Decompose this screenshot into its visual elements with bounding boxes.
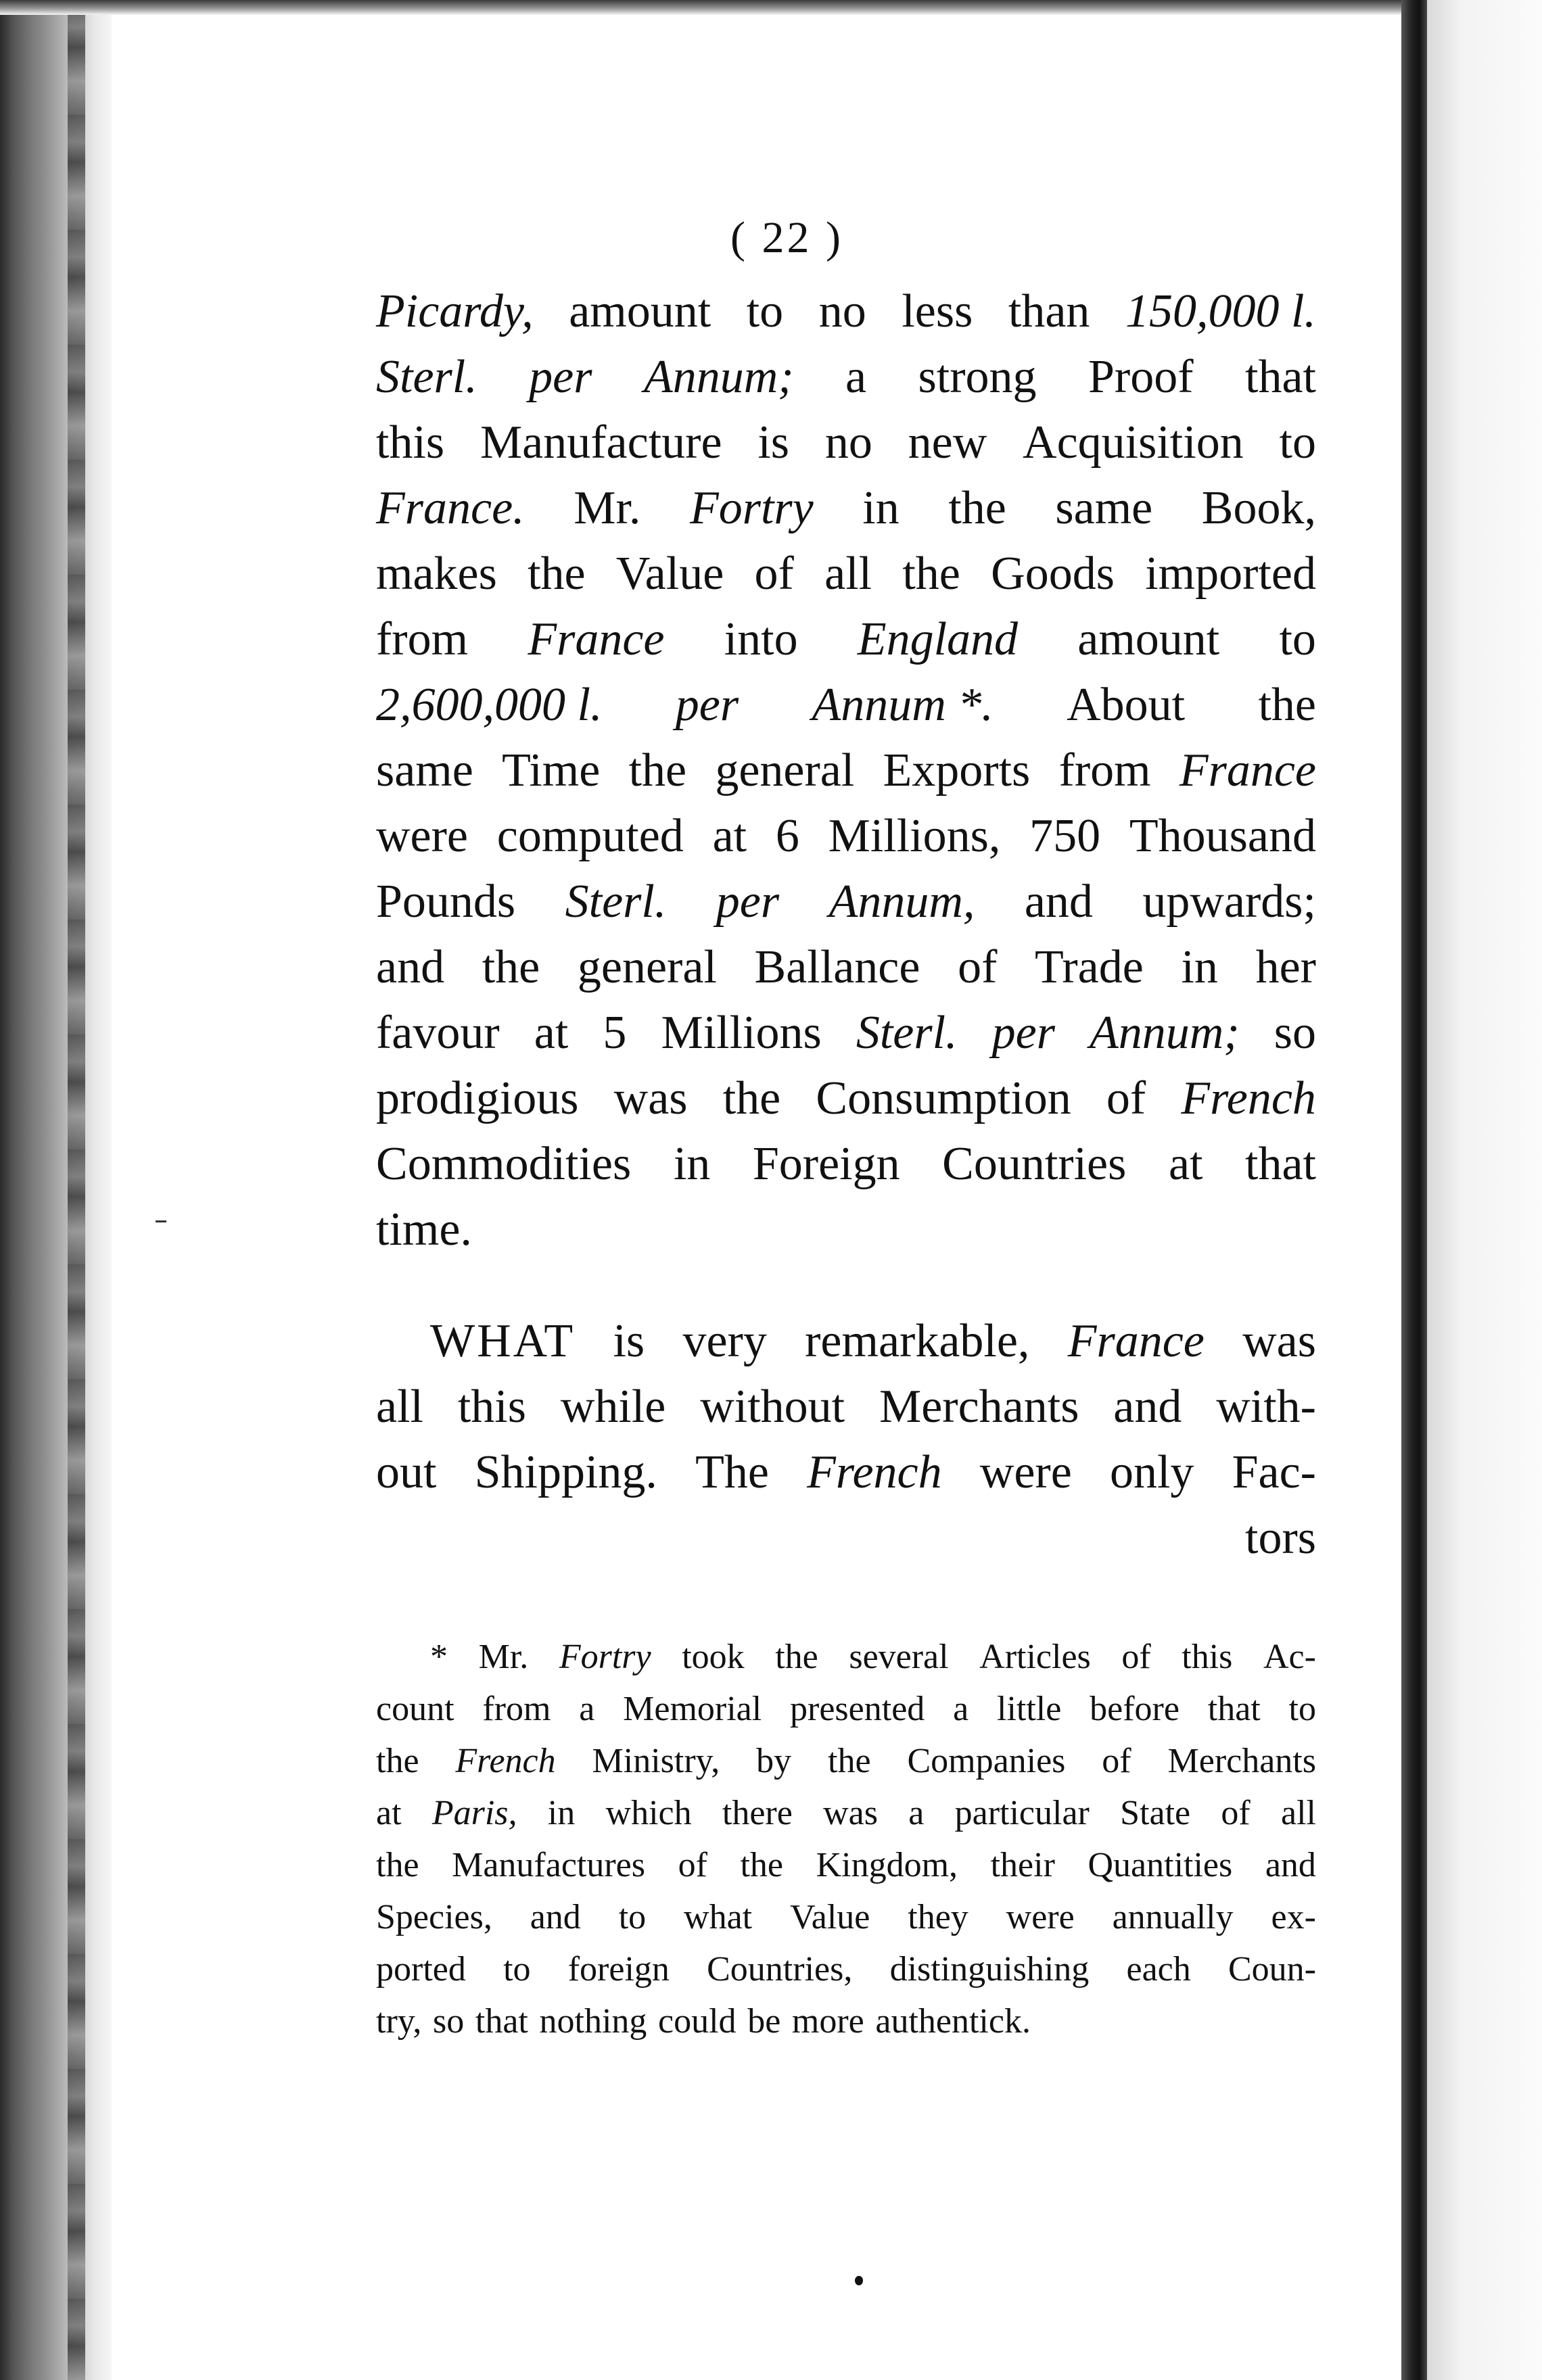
- word: to: [1279, 416, 1316, 469]
- word: Ballance: [754, 941, 920, 993]
- word: and: [530, 1898, 581, 1936]
- word: 750: [1029, 810, 1101, 862]
- word: French: [807, 1446, 942, 1498]
- word: same: [376, 744, 473, 796]
- word: Consumption: [816, 1072, 1071, 1124]
- word: all: [376, 1381, 423, 1433]
- word: France: [1067, 1315, 1205, 1367]
- word: Mr.: [574, 482, 641, 534]
- word: from: [482, 1690, 551, 1728]
- word: of: [1102, 1742, 1131, 1780]
- word: before: [1090, 1690, 1179, 1728]
- word: England: [857, 613, 1019, 665]
- word: their: [990, 1846, 1055, 1884]
- word: with-: [1216, 1381, 1316, 1433]
- word: Annum;: [643, 351, 794, 403]
- word: Foreign: [752, 1138, 900, 1190]
- word: a: [579, 1690, 595, 1728]
- word: Fortry: [689, 482, 814, 534]
- word: Value: [789, 1898, 870, 1936]
- word: and: [1113, 1381, 1182, 1433]
- text-line: [376, 1308, 1316, 1374]
- word: from: [1058, 744, 1151, 796]
- word: general: [715, 744, 855, 796]
- word: Time: [502, 744, 601, 796]
- word: 6: [775, 810, 799, 862]
- word: Shipping.: [474, 1446, 657, 1498]
- word: Companies: [907, 1742, 1066, 1780]
- word: in: [547, 1794, 576, 1832]
- word: only: [1109, 1446, 1194, 1498]
- word: out: [376, 1446, 437, 1498]
- text-line: [376, 606, 1316, 672]
- word: new: [908, 416, 987, 469]
- word: very: [682, 1315, 767, 1367]
- word: and: [376, 941, 445, 993]
- word: the: [948, 482, 1006, 534]
- word: at: [376, 1794, 402, 1832]
- text-line: [376, 1374, 1316, 1439]
- word: this: [1182, 1638, 1233, 1676]
- word: Thousand: [1129, 810, 1316, 862]
- text-line: [376, 1683, 1316, 1735]
- word: amount: [569, 285, 711, 337]
- word: was: [1242, 1315, 1316, 1367]
- word: Manufactures: [452, 1846, 645, 1884]
- word: Fortry: [559, 1638, 651, 1676]
- word: a: [908, 1794, 925, 1832]
- word: State: [1120, 1794, 1191, 1832]
- word: Sterl.: [565, 876, 667, 928]
- binding-shadow: [68, 0, 85, 2380]
- word: per: [529, 351, 592, 403]
- word: About: [1067, 679, 1186, 731]
- text-line: [376, 410, 1316, 475]
- word: Trade: [1035, 941, 1144, 993]
- word: is: [757, 416, 790, 469]
- word: annually: [1112, 1898, 1234, 1936]
- word: there: [722, 1794, 793, 1832]
- word: in: [673, 1138, 711, 1190]
- word: favour: [376, 1007, 500, 1059]
- word: to: [1288, 1690, 1316, 1728]
- paragraph-1: [376, 279, 1316, 1262]
- word: WHAT: [430, 1315, 576, 1367]
- word: the: [740, 1846, 783, 1884]
- word: several: [849, 1638, 949, 1676]
- word: no: [824, 416, 872, 469]
- word: that: [1245, 1138, 1316, 1190]
- word: France: [528, 613, 665, 665]
- text-line: [376, 1000, 1316, 1066]
- word: nothing: [539, 2002, 647, 2041]
- word: the: [902, 548, 960, 600]
- word: at: [534, 1007, 569, 1059]
- text-line: [376, 344, 1316, 410]
- word: Articles: [979, 1638, 1091, 1676]
- word: Manufacture: [480, 416, 722, 469]
- text-line: [376, 1505, 1316, 1571]
- word: strong: [918, 351, 1037, 403]
- word: Quantities: [1088, 1846, 1233, 1884]
- margin-mark: [156, 1220, 166, 1222]
- word: little: [997, 1690, 1062, 1728]
- text-line: [376, 1439, 1316, 1505]
- word: French: [455, 1742, 556, 1780]
- word: Mr.: [478, 1638, 529, 1676]
- word: Millions: [661, 1007, 822, 1059]
- word: per: [716, 876, 780, 928]
- word: Picardy,: [376, 285, 534, 337]
- word: her: [1255, 941, 1316, 993]
- text-line: [376, 803, 1316, 869]
- text-line: [376, 1995, 1316, 2047]
- word: all: [824, 548, 872, 600]
- word: time.: [376, 1204, 472, 1256]
- word: Countries: [942, 1138, 1127, 1190]
- word: which: [605, 1794, 692, 1832]
- word: was: [613, 1072, 688, 1124]
- text-line: [376, 1839, 1316, 1891]
- word: Annum;: [1090, 1007, 1240, 1059]
- word: Commodities: [376, 1138, 632, 1190]
- word: and: [1024, 876, 1093, 928]
- word: Value: [615, 548, 724, 600]
- word: each: [1126, 1950, 1191, 1989]
- word: this: [376, 416, 445, 469]
- scan-top-edge: [0, 0, 1542, 15]
- word: at: [1168, 1138, 1203, 1190]
- word: foreign: [567, 1950, 670, 1989]
- word: count: [376, 1690, 454, 1728]
- word: Sterl.: [856, 1007, 958, 1059]
- word: imported: [1145, 548, 1316, 600]
- word: Species,: [376, 1898, 492, 1936]
- word: Annum,: [828, 876, 975, 928]
- word: presented: [790, 1690, 925, 1728]
- word: of: [1106, 1072, 1146, 1124]
- word: Merchants: [1167, 1742, 1316, 1780]
- word: that: [475, 2002, 528, 2041]
- word: authentick.: [875, 2002, 1031, 2041]
- text-line: [376, 1943, 1316, 1995]
- word: 150,000 l.: [1125, 285, 1316, 337]
- word: the: [628, 744, 687, 796]
- word: in: [1181, 941, 1218, 993]
- text-line: [376, 1066, 1316, 1131]
- word: to: [503, 1950, 531, 1989]
- page-gutter: [1401, 0, 1427, 2380]
- word: Sterl.: [376, 351, 477, 403]
- word: this: [457, 1381, 526, 1433]
- word: of: [1221, 1794, 1251, 1832]
- body-text: [376, 279, 1316, 1571]
- word: is: [613, 1315, 645, 1367]
- word: could: [658, 2002, 737, 2041]
- word: Acquisition: [1023, 416, 1244, 469]
- word: Merchants: [879, 1381, 1079, 1433]
- word: *: [430, 1638, 448, 1676]
- word: computed: [496, 810, 684, 862]
- word: and: [1265, 1846, 1316, 1884]
- text-line: [376, 1891, 1316, 1943]
- facing-page-edge: [1427, 0, 1542, 2380]
- word: by: [756, 1742, 792, 1780]
- word: Ministry,: [592, 1742, 720, 1780]
- word: to: [746, 285, 784, 337]
- word: upwards;: [1142, 876, 1316, 928]
- footnote-text: [376, 1631, 1316, 2047]
- word: the: [376, 1742, 419, 1780]
- word: from: [376, 613, 469, 665]
- word: try,: [376, 2002, 422, 2041]
- text-line: [376, 1197, 1316, 1262]
- word: took: [682, 1638, 745, 1676]
- scan-left-edge: [0, 0, 112, 2380]
- word: so: [1274, 1007, 1316, 1059]
- text-line: [376, 1735, 1316, 1787]
- text-line: [376, 934, 1316, 1000]
- word: Millions,: [828, 810, 1001, 862]
- word: Memorial: [623, 1690, 762, 1728]
- word: less: [902, 285, 973, 337]
- word: ported: [376, 1950, 466, 1989]
- word: a: [953, 1690, 969, 1728]
- word: in: [862, 482, 900, 534]
- word: Ac-: [1263, 1638, 1316, 1676]
- footnote: [376, 1631, 1316, 2047]
- word: of: [754, 548, 794, 600]
- word: Book,: [1201, 482, 1316, 534]
- word: particular: [954, 1794, 1090, 1832]
- word: while: [560, 1381, 666, 1433]
- word: tors: [1245, 1512, 1316, 1564]
- word: per: [675, 679, 739, 731]
- word: at: [712, 810, 747, 862]
- word: that: [1245, 351, 1316, 403]
- word: amount: [1077, 613, 1220, 665]
- word: Countries,: [707, 1950, 853, 1989]
- text-line: [376, 738, 1316, 803]
- text-line: [376, 1787, 1316, 1839]
- word: Goods: [991, 548, 1115, 600]
- word: French: [1181, 1072, 1316, 1124]
- text-line: [376, 672, 1316, 738]
- text-line: [376, 541, 1316, 606]
- text-line: [376, 1631, 1316, 1683]
- word: Pounds: [376, 876, 516, 928]
- word: the: [482, 941, 540, 993]
- word: makes: [376, 548, 497, 600]
- word: 2,600,000 l.: [376, 679, 603, 731]
- word: were: [1006, 1898, 1075, 1936]
- word: remarkable,: [805, 1315, 1030, 1367]
- text-line: [376, 475, 1316, 541]
- word: Proof: [1088, 351, 1194, 403]
- word: they: [908, 1898, 968, 1936]
- word: more: [791, 2002, 864, 2041]
- word: were: [979, 1446, 1072, 1498]
- word: of: [1121, 1638, 1151, 1676]
- word: no: [818, 285, 866, 337]
- word: be: [747, 2002, 781, 2041]
- word: Annum *.: [812, 679, 994, 731]
- word: France.: [376, 482, 525, 534]
- word: of: [678, 1846, 707, 1884]
- word: same: [1055, 482, 1153, 534]
- word: per: [991, 1007, 1055, 1059]
- word: than: [1008, 285, 1090, 337]
- word: of: [958, 941, 998, 993]
- page-number: ( 22 ): [730, 213, 843, 262]
- word: all: [1281, 1794, 1316, 1832]
- word: to: [1279, 613, 1316, 665]
- word: into: [724, 613, 798, 665]
- word: The: [695, 1446, 769, 1498]
- text-line: [376, 869, 1316, 934]
- word: the: [1258, 679, 1316, 731]
- word: ex-: [1271, 1898, 1316, 1936]
- word: prodigious: [376, 1072, 579, 1124]
- word: to: [618, 1898, 647, 1936]
- text-line: [376, 1131, 1316, 1197]
- word: was: [823, 1794, 878, 1832]
- paragraph-2: [376, 1308, 1316, 1571]
- word: Coun-: [1228, 1950, 1316, 1989]
- word: Exports: [883, 744, 1031, 796]
- ink-dot: [855, 2276, 863, 2285]
- word: a: [845, 351, 867, 403]
- text-line: [376, 279, 1316, 344]
- paragraph-gap: [376, 1262, 1316, 1308]
- word: so: [433, 2002, 465, 2041]
- word: the: [376, 1846, 419, 1884]
- word: general: [577, 941, 717, 993]
- word: France: [1179, 744, 1316, 796]
- word: the: [828, 1742, 871, 1780]
- word: 5: [603, 1007, 627, 1059]
- word: Kingdom,: [816, 1846, 958, 1884]
- word: Paris,: [431, 1794, 517, 1832]
- word: were: [376, 810, 469, 862]
- word: that: [1207, 1690, 1261, 1728]
- word: the: [722, 1072, 781, 1124]
- word: the: [775, 1638, 818, 1676]
- word: Fac-: [1232, 1446, 1316, 1498]
- word: distinguishing: [889, 1950, 1090, 1989]
- word: what: [684, 1898, 753, 1936]
- word: without: [700, 1381, 845, 1433]
- word: the: [528, 548, 586, 600]
